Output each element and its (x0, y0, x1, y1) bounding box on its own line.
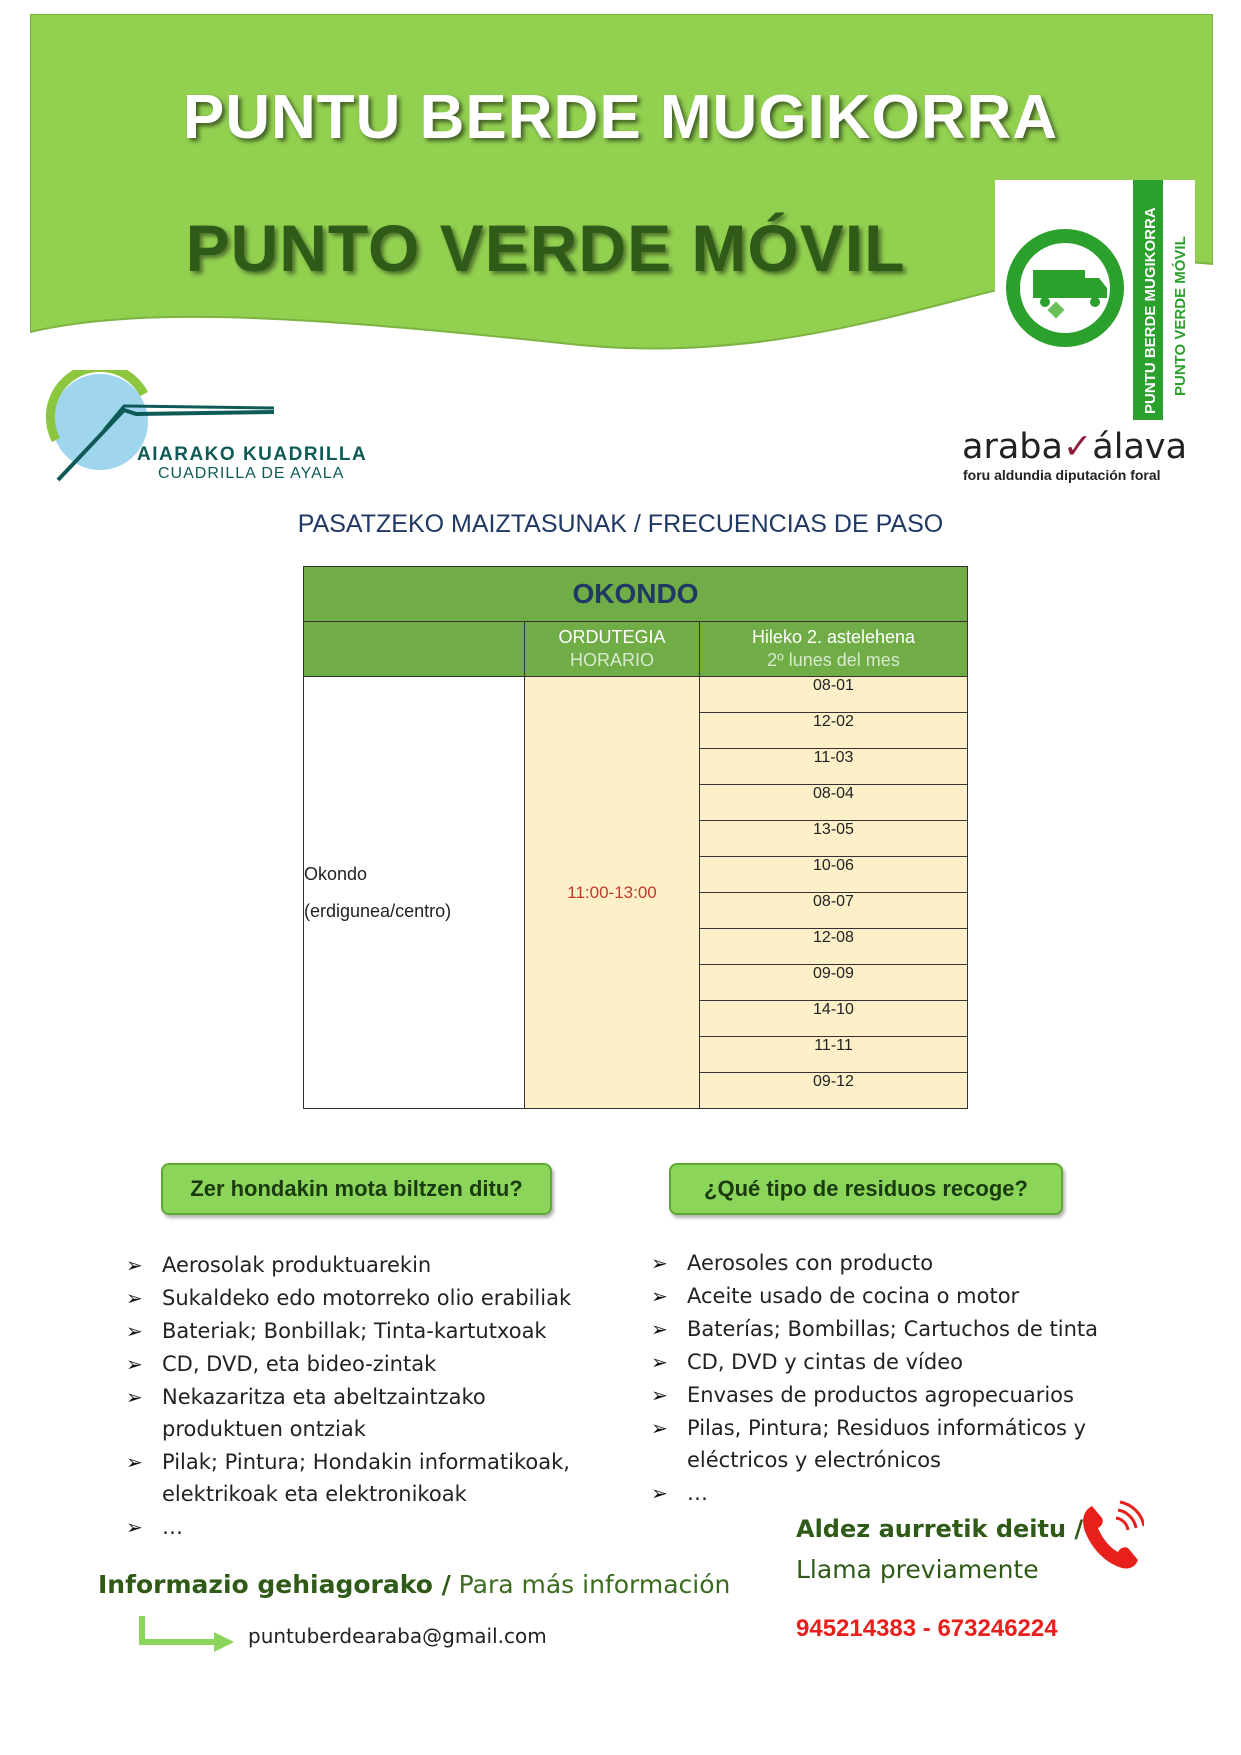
list-item: ➢ Sukaldeko edo motorreko olio erabiliak (126, 1282, 596, 1314)
date-cell: 11-11 (700, 1037, 968, 1073)
hours-cell: 11:00-13:00 (525, 677, 700, 1109)
list-item: ➢ Aerosoles con producto (651, 1247, 1111, 1279)
badge-vertical-basque: PUNTU BERDE MUGIKORRA (1142, 207, 1159, 414)
araba-word: araba (962, 427, 1063, 467)
alava-word: álava (1092, 427, 1188, 467)
more-info-spanish: Para más información (450, 1570, 731, 1599)
schedule-title: OKONDO (304, 567, 968, 622)
aiara-name-basque: AIARAKO KUADRILLA (137, 444, 368, 465)
date-cell: 13-05 (700, 821, 968, 857)
date-cell: 14-10 (700, 1001, 968, 1037)
date-cell: 08-04 (700, 785, 968, 821)
arrow-bullet-icon: ➢ (651, 1284, 668, 1308)
waste-list-basque (126, 1249, 596, 1544)
list-item: ➢ Pilak; Pintura; Hondakin informatikoak, elektrikoak eta elektronikoak (126, 1446, 596, 1510)
arrow-bullet-icon: ➢ (126, 1253, 143, 1277)
phone-numbers[interactable]: 945214383 - 673246224 (796, 1615, 1058, 1642)
waste-list-spanish (651, 1247, 1111, 1510)
date-cell: 11-03 (700, 749, 968, 785)
location-header (304, 622, 525, 677)
hours-header-basque: ORDUTEGIA (558, 627, 666, 647)
title-basque: PUNTU BERDE MUGIKORRA (182, 83, 1059, 152)
call-ahead-basque: Aldez aurretik deitu / (796, 1515, 1084, 1543)
list-item: ➢ … (126, 1511, 596, 1543)
more-info-label (98, 1570, 730, 1599)
arrow-bullet-icon: ➢ (126, 1319, 143, 1343)
waste-heading-basque: Zer hondakin mota biltzen ditu? (161, 1163, 552, 1215)
waste-heading-spanish: ¿Qué tipo de residuos recoge? (669, 1163, 1063, 1215)
phone-icon (1078, 1500, 1144, 1572)
aiara-name-spanish: CUADRILLA DE AYALA (158, 465, 345, 482)
list-item: ➢ Bateriak; Bonbillak; Tinta-kartutxoak (126, 1315, 596, 1347)
title-spanish: PUNTO VERDE MÓVIL (185, 211, 906, 285)
list-item: ➢ Aerosolak produktuarekin (126, 1249, 596, 1281)
dates-header-basque: Hileko 2. astelehena (751, 627, 916, 647)
call-ahead-spanish: Llama previamente (796, 1555, 1039, 1584)
araba-alava-subtitle: foru aldundia diputación foral (963, 467, 1161, 483)
more-info-basque: Informazio gehiagorako / (98, 1570, 451, 1599)
list-item: ➢ Aceite usado de cocina o motor (651, 1280, 1111, 1312)
frequency-subtitle: PASATZEKO MAIZTASUNAK / FRECUENCIAS DE PASO (297, 510, 944, 538)
list-item: ➢ Pilas, Pintura; Residuos informáticos y eléctricos y electrónicos (651, 1412, 1111, 1476)
date-cell: 09-12 (700, 1073, 968, 1109)
location-name: Okondo (304, 863, 368, 884)
punto-verde-badge (995, 180, 1195, 420)
dates-header-spanish: 2º lunes del mes (767, 650, 900, 670)
arrow-bullet-icon: ➢ (126, 1450, 143, 1474)
list-item: ➢ CD, DVD, eta bideo-zintak (126, 1348, 596, 1380)
arrow-right-icon (138, 1614, 238, 1654)
dates-header (700, 622, 968, 677)
arrow-bullet-icon: ➢ (651, 1350, 668, 1374)
arrow-bullet-icon: ➢ (651, 1317, 668, 1341)
arrow-bullet-icon: ➢ (651, 1383, 668, 1407)
araba-slash-mark: ✓ (1062, 427, 1093, 467)
location-cell (304, 677, 525, 1109)
arrow-bullet-icon: ➢ (126, 1352, 143, 1376)
arrow-bullet-icon: ➢ (126, 1385, 143, 1409)
araba-alava-logo (962, 427, 1187, 467)
arrow-bullet-icon: ➢ (126, 1515, 143, 1539)
hours-header (525, 622, 700, 677)
list-item: ➢ Baterías; Bombillas; Cartuchos de tinta (651, 1313, 1111, 1345)
date-cell: 08-01 (700, 677, 968, 713)
list-item: ➢ … (651, 1477, 1111, 1509)
list-item: ➢ CD, DVD y cintas de vídeo (651, 1346, 1111, 1378)
schedule-table (303, 566, 968, 1109)
arrow-bullet-icon: ➢ (651, 1251, 668, 1275)
arrow-bullet-icon: ➢ (126, 1286, 143, 1310)
date-cell: 12-08 (700, 929, 968, 965)
date-cell: 12-02 (700, 713, 968, 749)
location-detail: (erdigunea/centro) (304, 900, 452, 921)
date-cell: 09-09 (700, 965, 968, 1001)
date-cell: 08-07 (700, 893, 968, 929)
date-cell: 10-06 (700, 857, 968, 893)
email-link[interactable]: puntuberdearaba@gmail.com (248, 1624, 547, 1648)
arrow-bullet-icon: ➢ (651, 1481, 668, 1505)
badge-vertical-spanish: PUNTO VERDE MÓVIL (1172, 236, 1189, 396)
list-item: ➢ Envases de productos agropecuarios (651, 1379, 1111, 1411)
list-item: ➢ Nekazaritza eta abeltzaintzako produktuen ontziak (126, 1381, 596, 1445)
hours-header-spanish: HORARIO (569, 650, 654, 670)
arrow-bullet-icon: ➢ (651, 1416, 668, 1440)
